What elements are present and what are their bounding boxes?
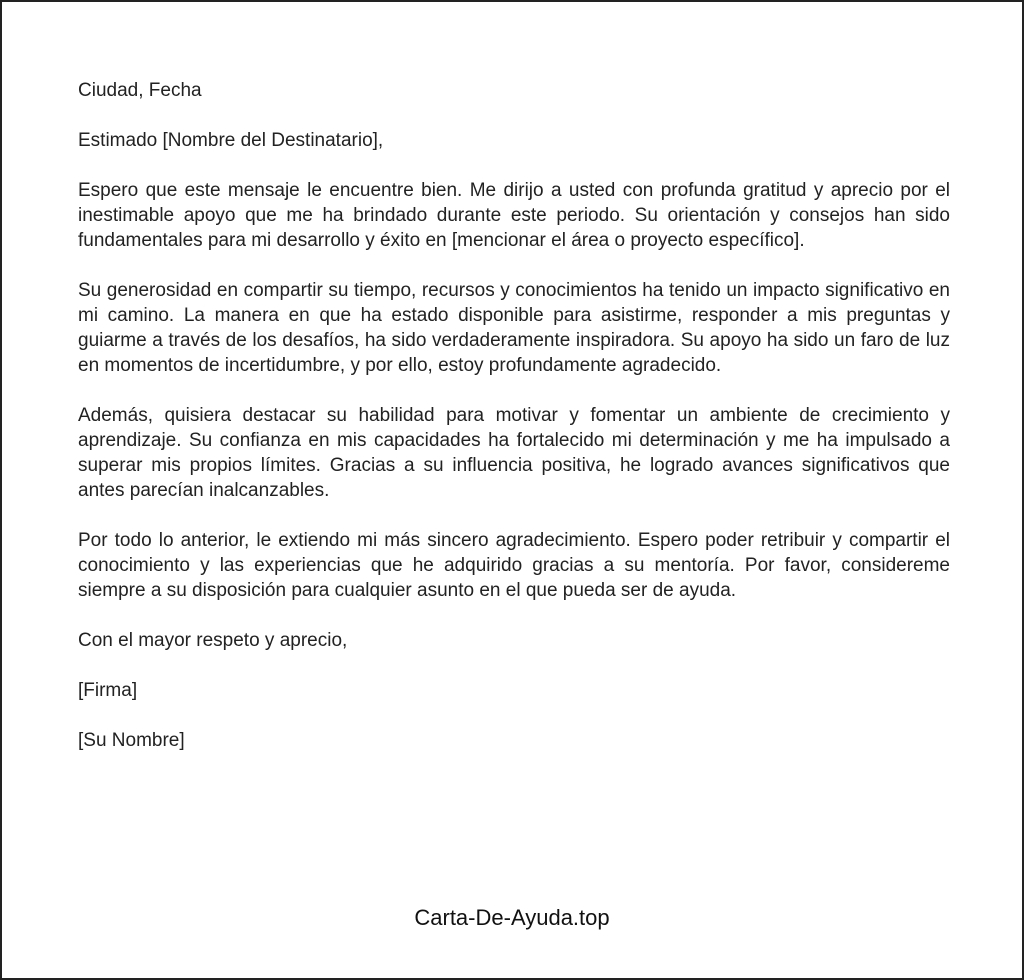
sender-name: [Su Nombre] xyxy=(78,730,185,751)
footer-site-name: Carta-De-Ayuda.top xyxy=(414,905,610,930)
greeting: Estimado [Nombre del Destinatario], xyxy=(78,130,384,151)
closing: Con el mayor respeto y aprecio, xyxy=(78,630,348,651)
paragraph-2: Su generosidad en compartir su tiempo, recursos y conocimientos ha tenido un impacto significativo en mi camino. La manera en que ha estado disponible para asistirme, responder a mis preguntas y guiarme a través de los desafíos, ha sido verdaderamente inspiradora. Su apoyo ha sido un faro de luz en momentos de incertidumbre, y por ello, estoy profundamente agradecido. xyxy=(78,280,950,376)
signature-placeholder: [Firma] xyxy=(78,680,138,701)
letter-body xyxy=(78,78,950,778)
place-date: Ciudad, Fecha xyxy=(78,80,202,101)
paragraph-3: Además, quisiera destacar su habilidad para motivar y fomentar un ambiente de crecimiento y aprendizaje. Su confianza en mis capacidades ha fortalecido mi determinación y me ha impulsado a superar mis propios límites. Gracias a su influencia positiva, he logrado avances significativos que antes parecían inalcanzables. xyxy=(78,405,950,501)
paragraph-4: Por todo lo anterior, le extiendo mi más sincero agradecimiento. Espero poder retribuir y compartir el conocimiento y las experiencias que he adquirido gracias a su mentoría. Por favor, considereme siempre a su disposición para cualquier asunto en el que pueda ser de ayuda. xyxy=(78,530,950,601)
paragraph-1: Espero que este mensaje le encuentre bien. Me dirijo a usted con profunda gratitud y aprecio por el inestimable apoyo que me ha brindado durante este periodo. Su orientación y consejos han sido fundamentales para mi desarrollo y éxito en [mencionar el área o proyecto específico]. xyxy=(78,180,950,251)
